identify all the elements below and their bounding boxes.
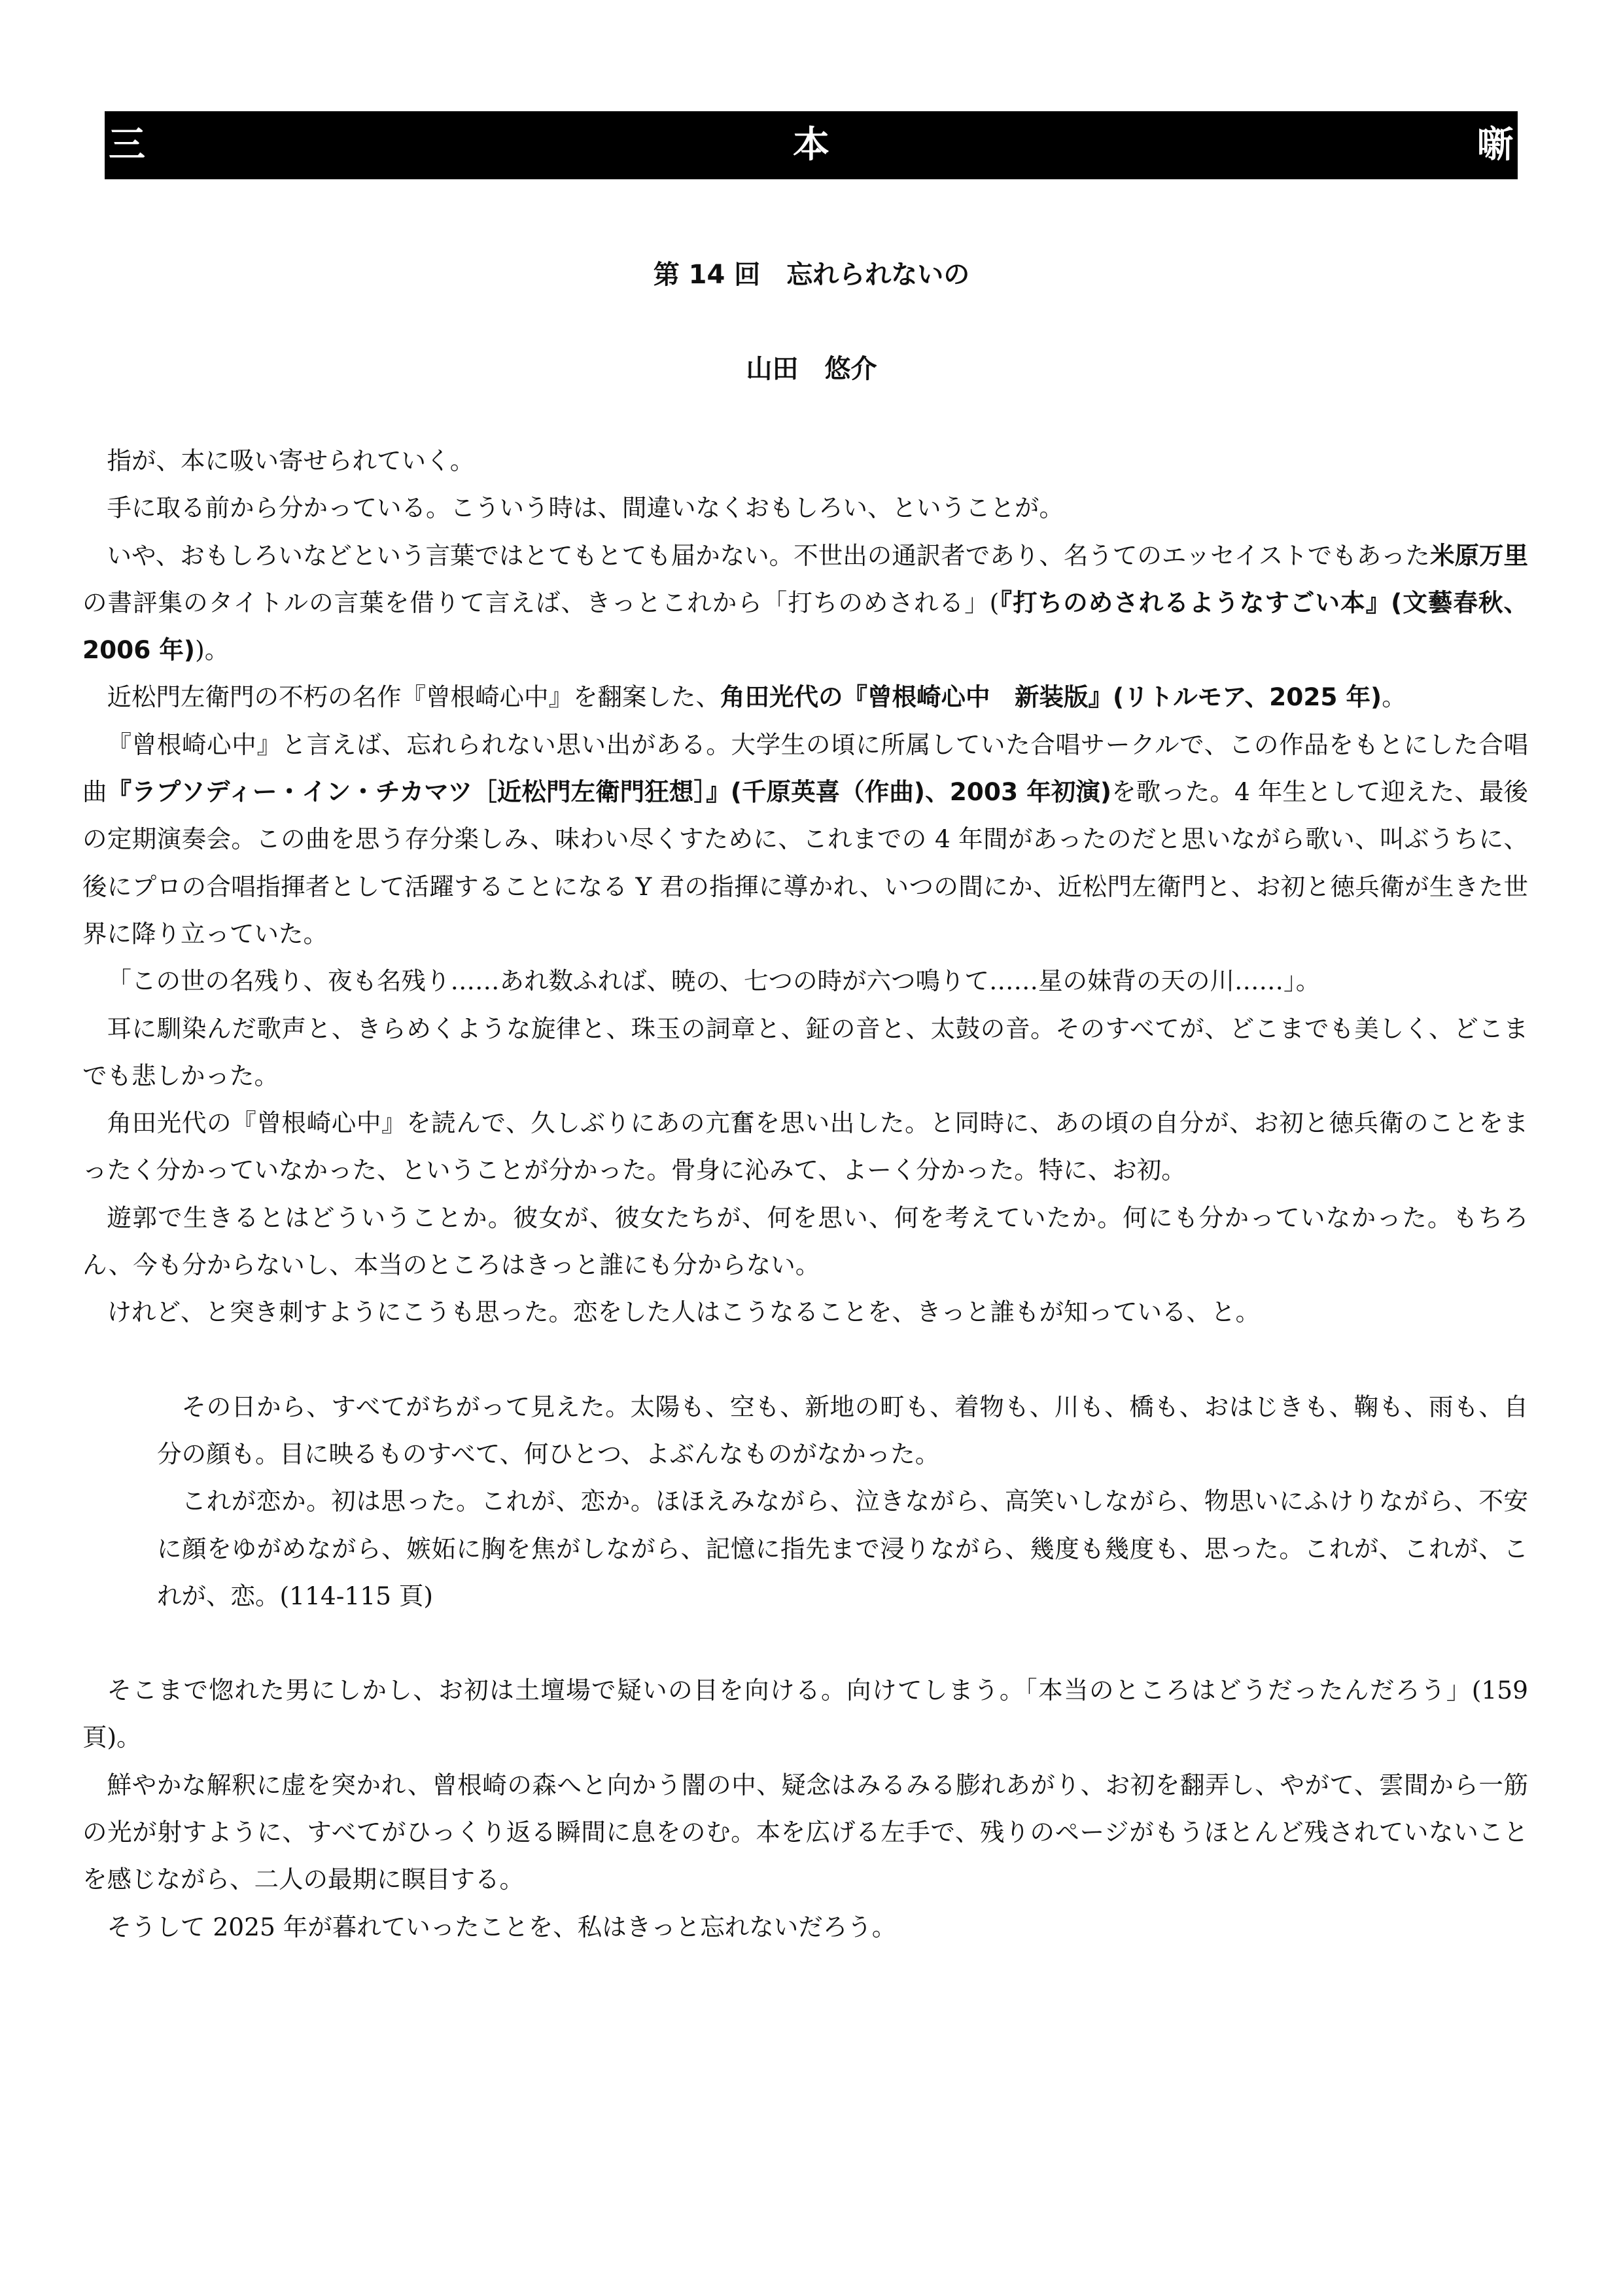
spacer (82, 1336, 1528, 1383)
paragraph: 指が、本に吸い寄せられていく。 (107, 446, 475, 475)
spacer (82, 1619, 1528, 1667)
paragraph: 手に取る前から分かっている。こういう時は、間違いなくおもしろい、ということが。 (107, 493, 1064, 523)
paragraph: 耳に馴染んだ歌声と、きらめくような旋律と、珠玉の詞章と、鉦の音と、太鼓の音。そのすべてが、どこまでも美しく、どこまでも悲しかった。 (82, 1014, 1528, 1090)
bold-book-title: 『打ちのめされるようなすごい本』(文藝春秋、2006 年) (82, 588, 1528, 665)
paragraph: 遊郭で生きるとはどういうことか。彼女が、彼女たちが、何を思い、何を考えていたか。何にも分かっていなかった。もちろん、今も分からないし、本当のところはきっと誰にも分からない。 (82, 1203, 1528, 1280)
paragraph: いや、おもしろいなどという言葉ではとてもとても届かない。不世出の通訳者であり、名うてのエッセイストでもあった米原万里の書評集のタイトルの言葉を借りて言えば、きっとこれから「打ちのめされる」(『打ちのめされるようなすごい本』(文藝春秋、2006 年))。 (82, 540, 1528, 665)
header-bar (105, 111, 1518, 179)
header-center-char: 本 (793, 124, 829, 166)
header-right-char: 噺 (1477, 124, 1514, 166)
quote-paragraph: その日から、すべてがちがって見えた。太陽も、空も、新地の町も、着物も、川も、橋も、おはじきも、鞠も、雨も、自分の顔も。目に映るものすべて、何ひとつ、よぶんなものがなかった。 (157, 1392, 1528, 1468)
article-body (82, 437, 1528, 1951)
header-left-char: 三 (109, 124, 145, 166)
paragraph: 『曾根崎心中』と言えば、忘れられない思い出がある。大学生の頃に所属していた合唱サークルで、この作品をもとにした合唱曲『ラプソディー・イン・チカマツ［近松門左衛門狂想］』(千原英喜（作曲)、2003 年初演)を歌った。4 年生として迎えた、最後の定期演奏会。この曲を思う存分楽しみ、味わい尽くすために、これまでの 4 年間があったのだと思いながら歌い、叫ぶうちに、後にプロの合唱指揮者として活躍することになる Y 君の指揮に導かれ、いつの間にか、近松門左衛門と、お初と徳兵衛が生きた世界に降り立っていた。 (82, 730, 1529, 948)
bold-music-title: 『ラプソディー・イン・チカマツ［近松門左衛門狂想］』(千原英喜（作曲)、2003 年初演) (107, 777, 1112, 807)
paragraph: けれど、と突き刺すようにこうも思った。恋をした人はこうなることを、きっと誰もが知っている、と。 (107, 1298, 1260, 1327)
paragraph: そこまで惚れた男にしかし、お初は土壇場で疑いの目を向ける。向けてしまう。「本当のところはどうだったんだろう」(159 頁)。 (82, 1676, 1528, 1752)
paragraph: そうして 2025 年が暮れていったことを、私はきっと忘れないだろう。 (107, 1912, 897, 1941)
paragraph: 近松門左衛門の不朽の名作『曾根崎心中』を翻案した、角田光代の『曾根崎心中 新装版』(リトルモア、2025 年)。 (107, 682, 1406, 712)
bold-author-name: 米原万里 (1429, 540, 1528, 570)
paragraph: 角田光代の『曾根崎心中』を読んで、久しぶりにあの亢奮を思い出した。と同時に、あの頃の自分が、お初と徳兵衛のことをまったく分かっていなかった、ということが分かった。骨身に沁みて、よーく分かった。特に、お初。 (82, 1108, 1528, 1185)
episode-title: 第 14 回 忘れられないの (653, 260, 970, 290)
paragraph: 「この世の名残り、夜も名残り……あれ数ふれば、暁の、七つの時が六つ鳴りて……星の妹背の天の川……」。 (107, 966, 1321, 996)
bold-book-title: 角田光代の『曾根崎心中 新装版』(リトルモア、2025 年) (720, 682, 1382, 712)
author-name: 山田 悠介 (746, 354, 877, 384)
block-quote (82, 1383, 1528, 1619)
paragraph: 鮮やかな解釈に虚を突かれ、曾根崎の森へと向かう闇の中、疑念はみるみる膨れあがり、お初を翻弄し、やがて、雲間から一筋の光が射すように、すべてがひっくり返る瞬間に息をのむ。本を広げる左手で、残りのページがもうほとんど残されていないことを感じながら、二人の最期に瞑目する。 (82, 1770, 1528, 1894)
quote-paragraph: これが恋か。初は思った。これが、恋か。ほほえみながら、泣きながら、高笑いしながら、物思いにふけりながら、不安に顔をゆがめながら、嫉妬に胸を焦がしながら、記憶に指先まで浸りながら、幾度も幾度も、思った。これが、これが、これが、恋。(114-115 頁) (157, 1487, 1528, 1610)
